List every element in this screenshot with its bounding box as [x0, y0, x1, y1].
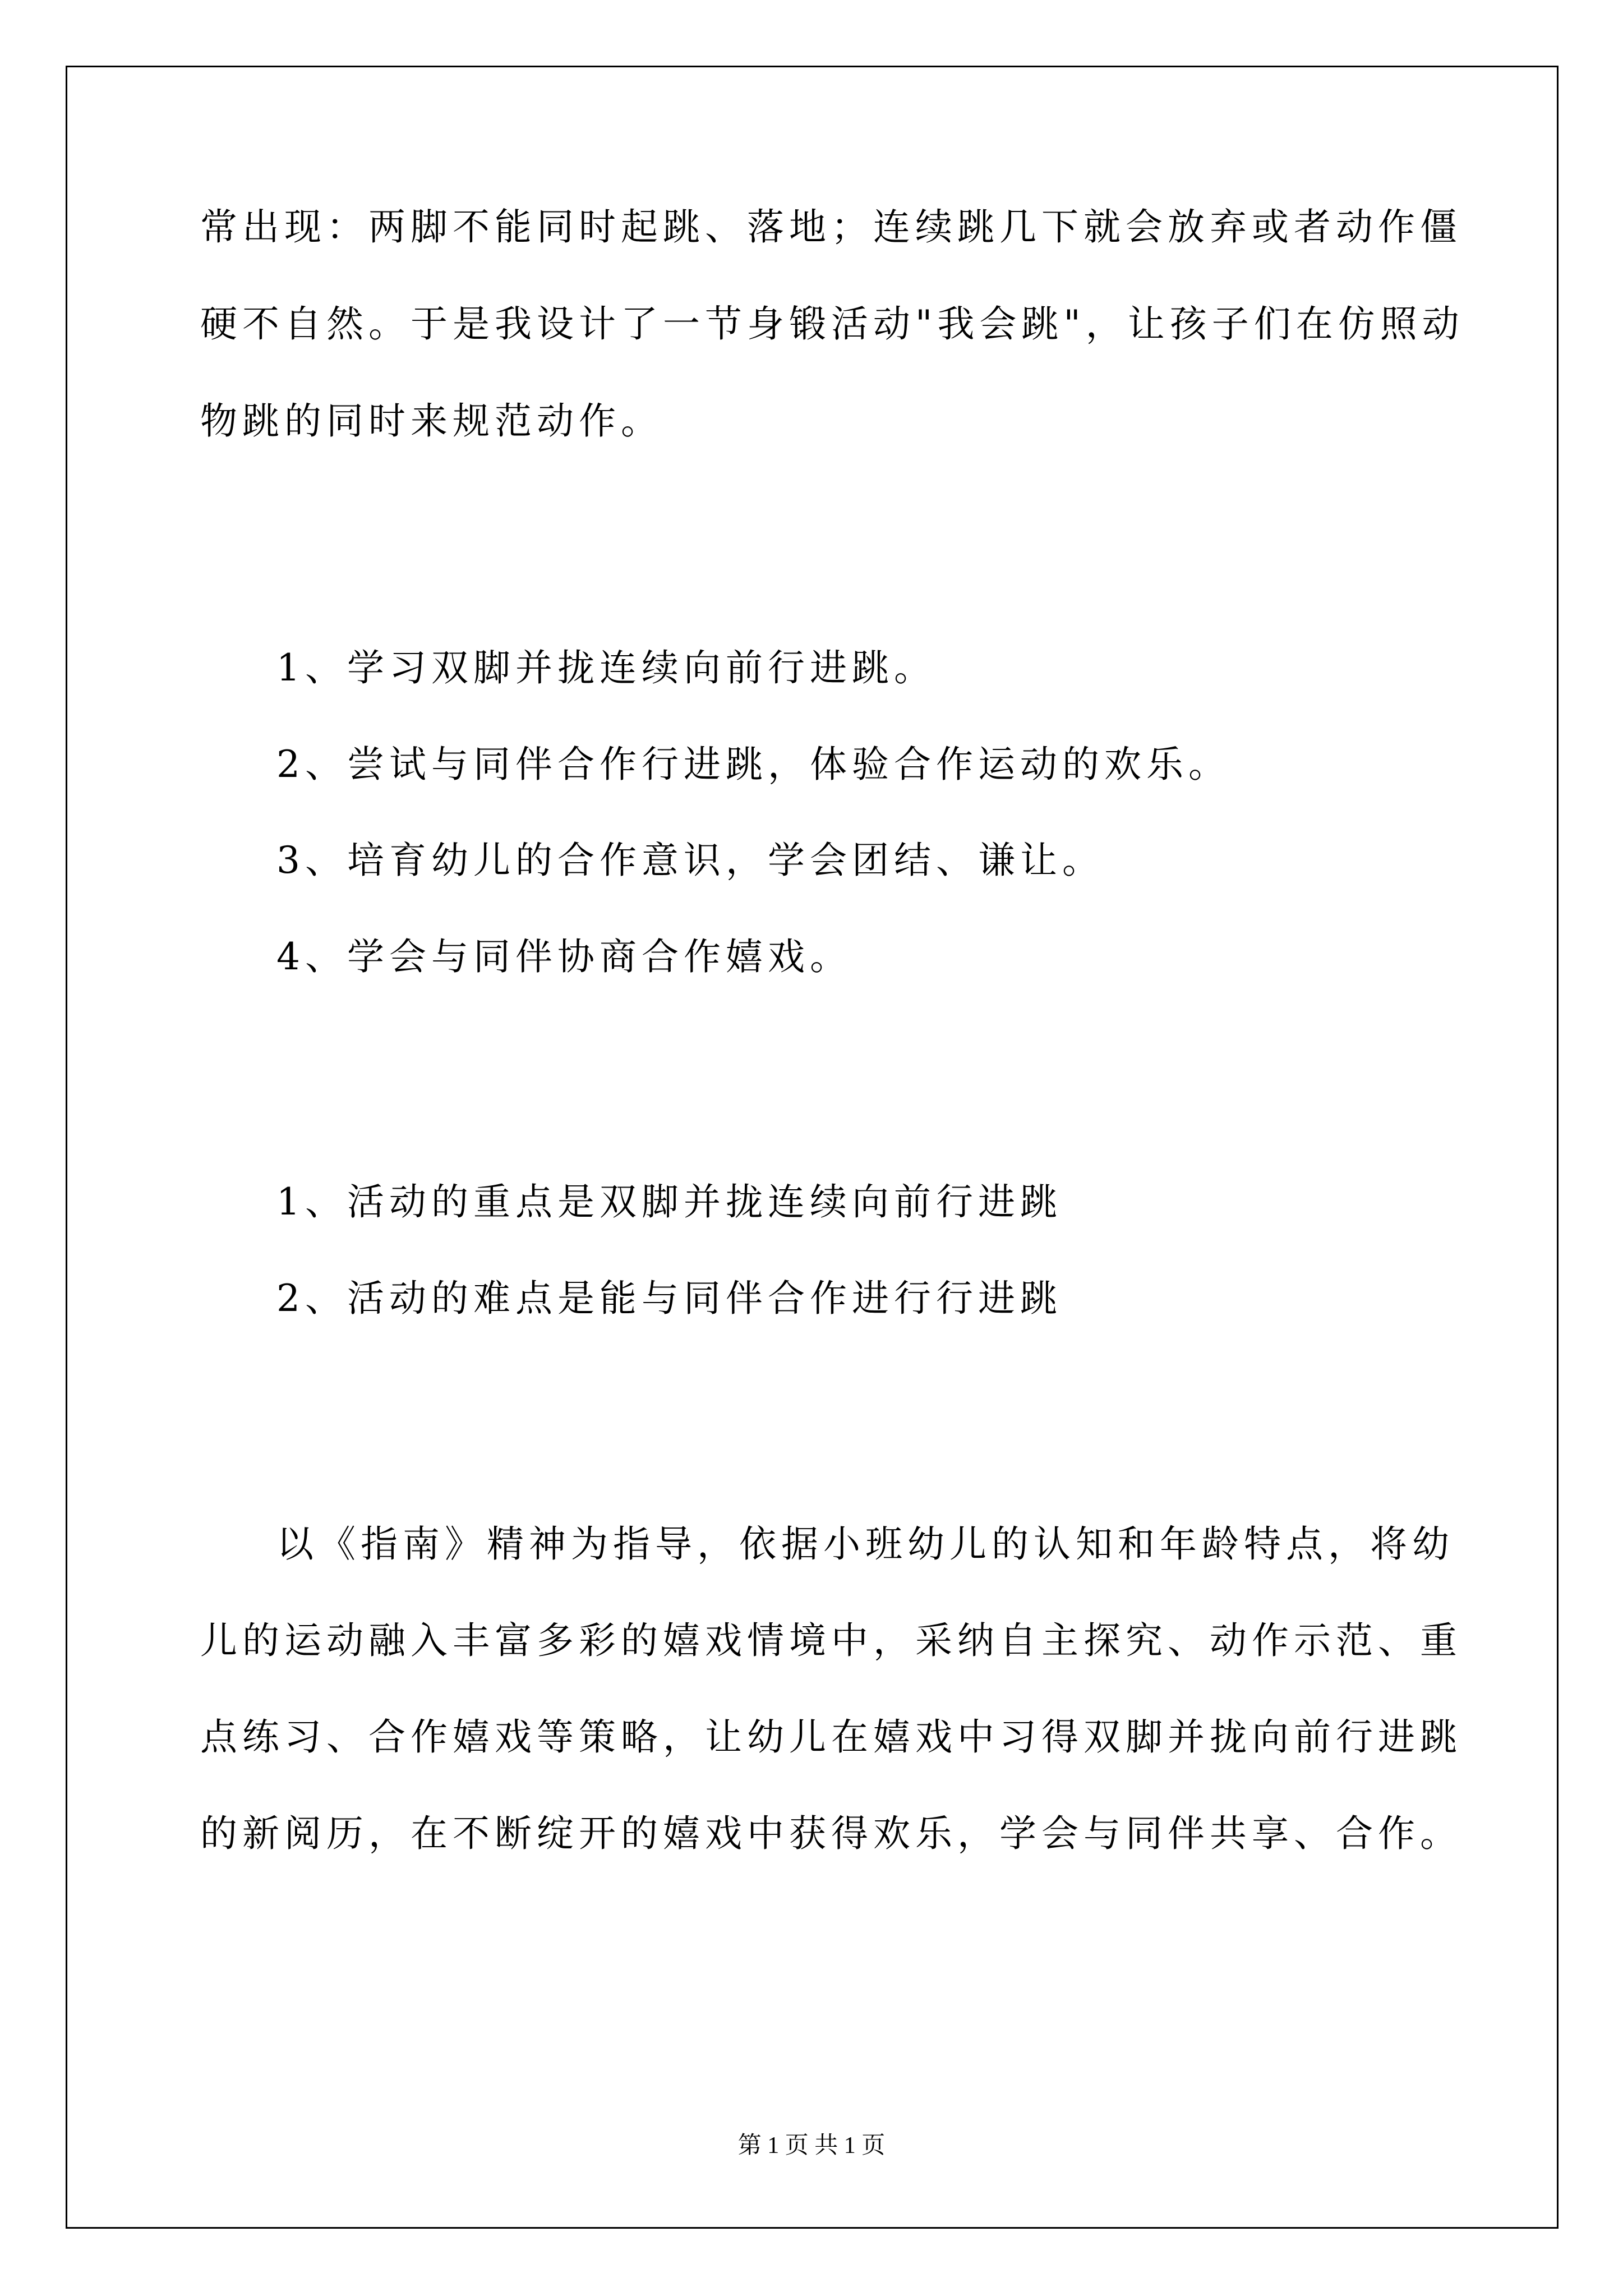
intro-line: 物跳的同时来规范动作。	[200, 399, 663, 443]
approach-line: 的新阅历，在不断绽开的嬉戏中获得欢乐，学会与同伴共享、合作。	[200, 1812, 1462, 1855]
goal-item: 3、培育幼儿的合作意识，学会团结、谦让。	[276, 839, 1104, 882]
key-point-item: 2、活动的难点是能与同伴合作进行行进跳	[276, 1277, 1062, 1320]
page-number-footer: 第 1 页 共 1 页	[737, 2133, 886, 2159]
approach-line: 以《指南》精神为指导，依据小班幼儿的认知和年龄特点，将幼	[276, 1522, 1454, 1566]
intro-line: 硬不自然。于是我设计了一节身锻活动"我会跳"，让孩子们在仿照动	[200, 302, 1464, 346]
key-point-item: 1、活动的重点是双脚并拢连续向前行进跳	[276, 1180, 1062, 1223]
goal-item: 1、学习双脚并拢连续向前行进跳。	[276, 646, 936, 689]
goal-item: 4、学会与同伴协商合作嬉戏。	[276, 935, 852, 978]
approach-line: 儿的运动融入丰富多彩的嬉戏情境中，采纳自主探究、动作示范、重	[200, 1619, 1462, 1662]
approach-line: 点练习、合作嬉戏等策略，让幼儿在嬉戏中习得双脚并拢向前行进跳	[200, 1715, 1462, 1759]
page-border	[66, 66, 1559, 2229]
intro-line: 常出现：两脚不能同时起跳、落地；连续跳几下就会放弃或者动作僵	[200, 205, 1462, 249]
goal-item: 2、尝试与同伴合作行进跳，体验合作运动的欢乐。	[276, 743, 1230, 786]
